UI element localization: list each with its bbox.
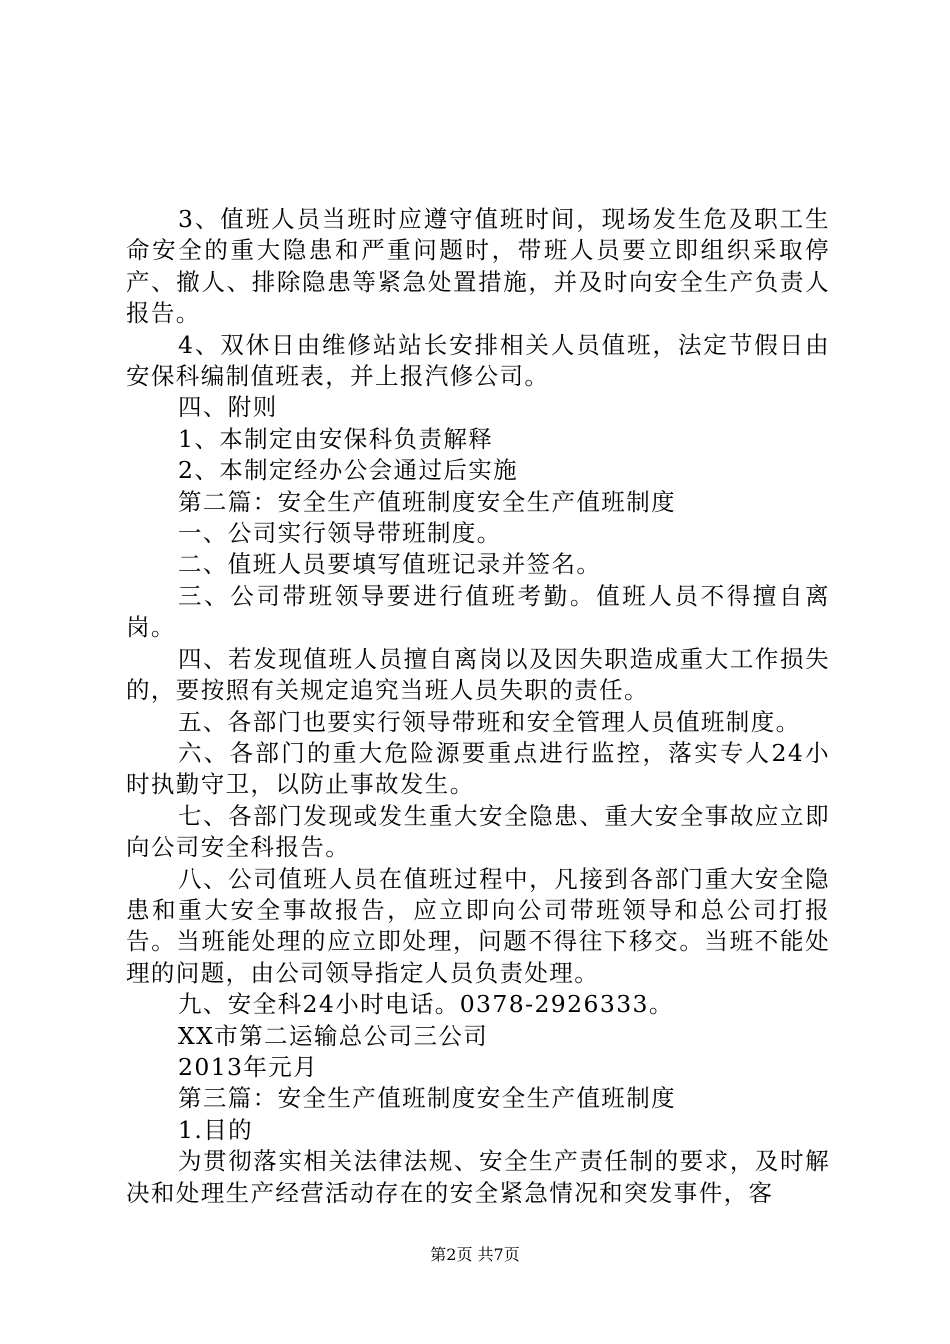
paragraph-3-duty-hours: 3、值班人员当班时应遵守值班时间，现场发生危及职工生命安全的重大隐患和严重问题时，带班人员要立即组织采取停产、撤人、排除隐患等紧急处置措施，并及时向安全生产负责人报告。 [126,205,830,328]
list-item-5: 五、各部门也要实行领导带班和安全管理人员值班制度。 [178,707,801,736]
list-item-2: 二、值班人员要填写值班记录并签名。 [178,550,602,579]
document-date: 2013年元月 [178,1052,319,1081]
list-item-9: 九、安全科24小时电话。0378-2926333。 [178,990,674,1019]
page-number-footer: 第2页 共7页 [430,1245,520,1264]
chapter-heading-part-three: 第三篇：安全生产值班制度安全生产值班制度 [178,1084,676,1113]
company-signature: XX市第二运输总公司三公司 [178,1021,489,1050]
section-heading-supplementary: 四、附则 [178,393,278,422]
list-item-8: 八、公司值班人员在值班过程中，凡接到各部门重大安全隐患和重大安全事故报告，应立即向公司带班领导和总公司打报告。当班能处理的应立即处理，问题不得往下移交。当班不能处理的问题，由公司领导指定人员负责处理。 [126,864,830,987]
paragraph-purpose-text: 为贯彻落实相关法律法规、安全生产责任制的要求，及时解决和处理生产经营活动存在的安全紧急情况和突发事件，客 [126,1147,830,1207]
chapter-heading-part-two: 第二篇：安全生产值班制度安全生产值班制度 [178,487,676,516]
paragraph-interpretation: 1、本制定由安保科负责解释 [178,424,494,453]
list-item-7: 七、各部门发现或发生重大安全隐患、重大安全事故应立即向公司安全科报告。 [126,801,830,862]
list-item-6: 六、各部门的重大危险源要重点进行监控，落实专人24小时执勤守卫，以防止事故发生。 [126,738,830,799]
section-heading-purpose: 1.目的 [178,1115,254,1144]
list-item-4: 四、若发现值班人员擅自离岗以及因失职造成重大工作损失的，要按照有关规定追究当班人员失职的责任。 [126,644,830,705]
list-item-3: 三、公司带班领导要进行值班考勤。值班人员不得擅自离岗。 [126,581,830,642]
paragraph-4-weekend-duty: 4、双休日由维修站站长安排相关人员值班，法定节假日由安保科编制值班表，并上报汽修公司。 [126,330,830,391]
document-body [126,204,830,1209]
paragraph-implementation: 2、本制定经办公会通过后实施 [178,456,519,485]
list-item-1: 一、公司实行领导带班制度。 [178,519,502,548]
